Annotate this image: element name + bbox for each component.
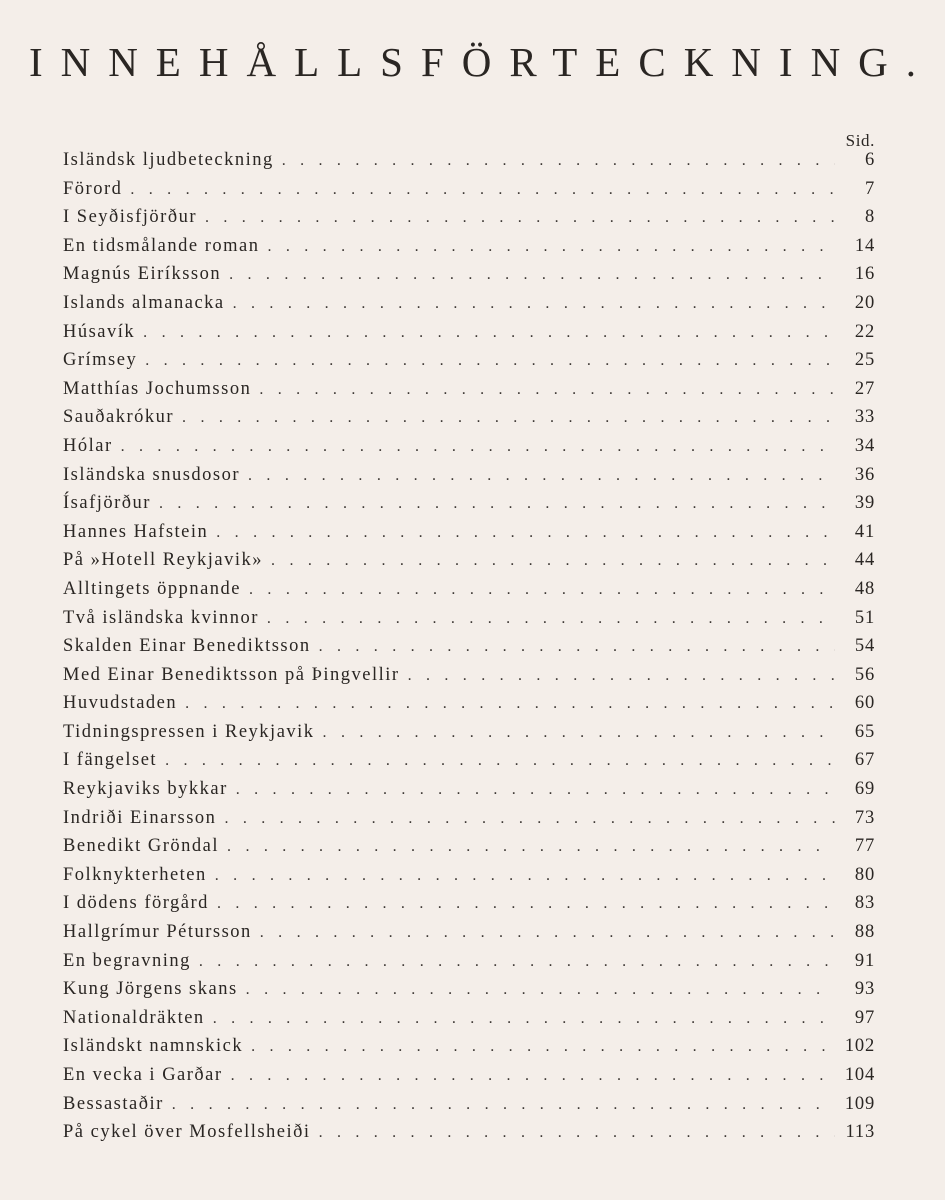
toc-entry-page-number: 14	[854, 235, 875, 256]
toc-entry-title: På »Hotell Reykjavik»	[63, 550, 264, 571]
toc-entry-title: I dödens förgård	[63, 893, 209, 914]
toc-entry-title: Alltingets öppnande	[63, 578, 242, 599]
dot-leader	[246, 976, 835, 1005]
dot-leader	[172, 1091, 835, 1120]
dot-leader	[216, 519, 835, 548]
toc-entry-page-number: 25	[854, 350, 875, 371]
toc-entry-page-number: 83	[854, 893, 875, 914]
toc-entry-page-number: 91	[854, 950, 875, 971]
dot-leader	[259, 376, 835, 405]
toc-entry-page-number: 69	[854, 779, 875, 800]
toc-entry-title: Indriði Einarsson	[63, 807, 217, 828]
toc-entry-title: Bessastaðir	[63, 1093, 164, 1114]
toc-entry	[63, 746, 875, 775]
toc-entry	[63, 489, 875, 518]
dot-leader	[260, 919, 835, 948]
toc-entry-title: Hannes Hafstein	[63, 521, 209, 542]
toc-entry	[63, 889, 875, 918]
toc-entry-title: En tidsmålande roman	[63, 235, 260, 256]
toc-entry-title: Två isländska kvinnor	[63, 607, 259, 628]
dot-leader	[199, 948, 835, 977]
toc-entry	[63, 318, 875, 347]
toc-entry	[63, 1090, 875, 1119]
toc-entry	[63, 918, 875, 947]
dot-leader	[227, 833, 835, 862]
toc-entry	[63, 432, 875, 461]
toc-entry	[63, 1004, 875, 1033]
toc-entry-page-number: 73	[854, 807, 875, 828]
toc-entry-title: Sauðakrókur	[63, 407, 175, 428]
dot-leader	[159, 490, 835, 519]
toc-entry-page-number: 97	[854, 1007, 875, 1028]
toc-entry-title: På cykel över Mosfellsheiði	[63, 1122, 311, 1143]
dot-leader	[185, 690, 835, 719]
toc-entry-title: Hallgrímur Pétursson	[63, 922, 252, 943]
toc-entry-title: Nationaldräkten	[63, 1007, 205, 1028]
toc-entry-page-number: 102	[844, 1036, 875, 1057]
toc-entry-page-number: 6	[864, 150, 875, 170]
toc-entry-title: Matthías Jochumsson	[63, 378, 252, 399]
toc-entry-page-number: 65	[854, 721, 875, 742]
toc-entry	[63, 718, 875, 747]
dot-leader	[229, 261, 835, 290]
toc-entry-page-number: 88	[854, 922, 875, 943]
toc-entry-page-number: 60	[854, 693, 875, 714]
toc-entry-title: Kung Jörgens skans	[63, 979, 238, 1000]
toc-entry-title: Folknykterheten	[63, 864, 207, 885]
toc-entry-title: Med Einar Benediktsson på Þingvellir	[63, 664, 400, 685]
toc-entry	[63, 861, 875, 890]
toc-entry-title: Húsavík	[63, 321, 136, 342]
toc-entry	[63, 947, 875, 976]
dot-leader	[271, 547, 835, 576]
dot-leader	[143, 319, 835, 348]
dot-leader	[323, 719, 835, 748]
dot-leader	[249, 576, 835, 605]
toc-entry	[63, 804, 875, 833]
toc-entry-title: Grímsey	[63, 350, 138, 371]
toc-entry-title: I Seyðisfjörður	[63, 207, 197, 228]
toc-entry-page-number: 34	[854, 435, 875, 456]
toc-entry-title: Benedikt Gröndal	[63, 836, 220, 857]
toc-entry	[63, 232, 875, 261]
toc-entry	[63, 289, 875, 318]
toc-entry-page-number: 7	[864, 178, 875, 199]
toc-entry	[63, 518, 875, 547]
dot-leader	[267, 605, 835, 634]
toc-entry-page-number: 113	[845, 1122, 875, 1143]
toc-entry-title: En vecka i Garðar	[63, 1065, 223, 1085]
toc-entry-title: Förord	[63, 178, 123, 199]
toc-entry-title: Isländsk ljudbeteckning	[63, 150, 274, 170]
dot-leader	[217, 890, 835, 919]
toc-entry-page-number: 77	[854, 836, 875, 857]
page-title: INNEHÅLLSFÖRTECKNING.	[28, 39, 935, 85]
table-of-contents	[63, 146, 875, 1147]
dot-leader	[319, 1119, 835, 1148]
toc-entry-title: Tidningspressen i Reykjavik	[63, 721, 315, 742]
toc-entry	[63, 604, 875, 633]
toc-entry	[63, 1032, 875, 1061]
dot-leader	[231, 1062, 835, 1091]
toc-entry	[63, 175, 875, 204]
toc-entry	[63, 1118, 875, 1147]
toc-entry-page-number: 48	[854, 578, 875, 599]
dot-leader	[145, 347, 835, 376]
toc-entry-title: Magnús Eiríksson	[63, 264, 222, 285]
toc-entry-title: Skalden Einar Benediktsson	[63, 636, 311, 657]
toc-entry-title: Huvudstaden	[63, 693, 178, 714]
toc-entry	[63, 375, 875, 404]
toc-entry-page-number: 104	[844, 1065, 875, 1085]
toc-entry-title: Isländska snusdosor	[63, 464, 241, 485]
dot-leader	[215, 862, 835, 891]
dot-leader	[205, 204, 835, 233]
toc-entry-page-number: 44	[854, 550, 875, 571]
toc-entry-title: Hólar	[63, 435, 113, 456]
toc-entry-page-number: 27	[854, 378, 875, 399]
toc-entry-title: Reykjaviks bykkar	[63, 779, 228, 800]
toc-entry	[63, 203, 875, 232]
toc-entry	[63, 689, 875, 718]
dot-leader	[121, 433, 835, 462]
toc-entry-title: I fängelset	[63, 750, 158, 771]
toc-entry-page-number: 8	[864, 207, 875, 228]
toc-entry-page-number: 109	[844, 1093, 875, 1114]
toc-entry-page-number: 93	[854, 979, 875, 1000]
toc-entry	[63, 1061, 875, 1090]
toc-entry-page-number: 39	[854, 493, 875, 514]
dot-leader	[233, 290, 835, 319]
dot-leader	[267, 233, 835, 262]
toc-entry-title: Ísafjörður	[63, 493, 151, 514]
toc-entry-title: Islands almanacka	[63, 292, 225, 313]
toc-entry-page-number: 80	[854, 864, 875, 885]
toc-entry	[63, 146, 875, 175]
toc-entry-page-number: 51	[854, 607, 875, 628]
toc-entry	[63, 975, 875, 1004]
dot-leader	[213, 1005, 835, 1034]
dot-leader	[236, 776, 835, 805]
toc-entry	[63, 403, 875, 432]
toc-entry	[63, 346, 875, 375]
dot-leader	[251, 1033, 835, 1062]
toc-entry-page-number: 41	[854, 521, 875, 542]
dot-leader	[165, 747, 835, 776]
toc-entry-page-number: 54	[854, 636, 875, 657]
toc-entry	[63, 832, 875, 861]
dot-leader	[408, 662, 835, 691]
dot-leader	[282, 147, 835, 176]
toc-entry-page-number: 16	[854, 264, 875, 285]
toc-entry-page-number: 67	[854, 750, 875, 771]
dot-leader	[182, 404, 835, 433]
toc-entry-page-number: 22	[854, 321, 875, 342]
toc-entry	[63, 575, 875, 604]
dot-leader	[224, 805, 835, 834]
toc-entry-page-number: 36	[854, 464, 875, 485]
toc-entry-title: En begravning	[63, 950, 191, 971]
toc-entry	[63, 632, 875, 661]
toc-entry	[63, 461, 875, 490]
toc-entry-page-number: 33	[854, 407, 875, 428]
toc-entry	[63, 775, 875, 804]
toc-entry-page-number: 56	[854, 664, 875, 685]
dot-leader	[319, 633, 835, 662]
toc-entry	[63, 661, 875, 690]
toc-entry-title: Isländskt namnskick	[63, 1036, 244, 1057]
toc-entry-page-number: 20	[854, 292, 875, 313]
dot-leader	[130, 176, 835, 205]
page-column-label: Sid.	[845, 131, 875, 150]
dot-leader	[248, 462, 835, 491]
toc-entry	[63, 260, 875, 289]
toc-entry	[63, 546, 875, 575]
